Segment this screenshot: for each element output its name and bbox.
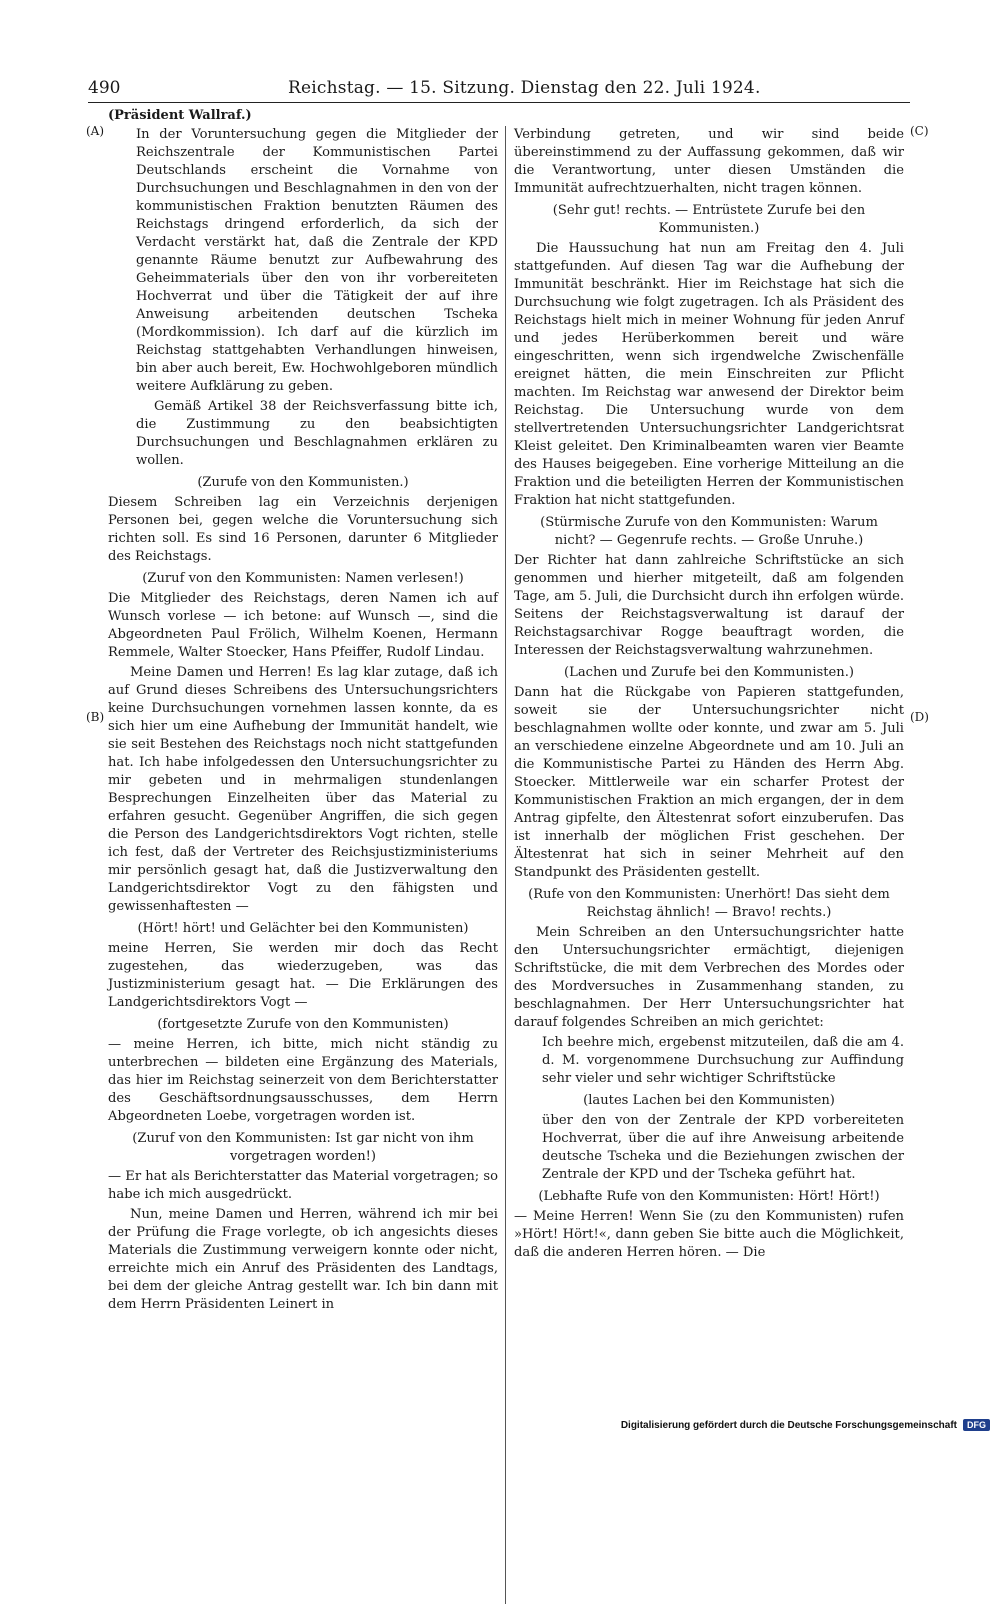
column-divider [505,126,506,1604]
paragraph: Mein Schreiben an den Untersuchungsrichter hatte den Untersuchungsrichter ermächtigt, diejenigen Schriftstücke, die mit dem Verbrechen des Mordes oder des Mordversuches in Zusammenhang standen, zu beschlagnahmen. Der Herr Untersuchungsrichter hat darauf folgendes Schreiben an mich gerichtet: [514,925,904,1030]
quoted-letter: In der Voruntersuchung gegen die Mitglieder der Reichszentrale der Kommunistischen Partei Deutschlands erscheint die Vornahme von Durchsuchungen und Beschlagnahmen in den von der kommunistischen Fraktion benutzten Räumen des Reichstags dringend erforderlich, da sich der Verdacht verstärkt hat, daß die Zentrale der KPD genannte Räume benutzt zur Aufbewahrung des Geheimmaterials über den von ihr vorbereiteten Hochverrat und über die Tätigkeit der auf ihre Anweisung arbeitenden deutschen Tscheka (Mordkommission). Ich darf auf die kürzlich im Reichstag stattgehabten Verhandlungen hinweisen, bin aber auch bereit, Ew. Hochwohlgeboren mündlich weitere Aufklärung zu geben. [136,127,498,394]
paragraph: meine Herren, Sie werden mir doch das Recht zugestehen, das wiederzugeben, was das Justizministerium gesagt hat. — Die Erklärungen des Landgerichtsdirektors Vogt — [108,941,498,1010]
quoted-letter: über den von der Zentrale der KPD vorbereiteten Hochverrat, über die auf ihre Anweisung arbeitende deutsche Tscheka und die Beziehungen zwischen der Zentrale der KPD und der Tscheka geführt hat. [542,1113,904,1182]
quoted-letter: Ich beehre mich, ergebenst mitzuteilen, daß die am 4. d. M. vorgenommene Durchsuchung zur Auffindung sehr vieler und sehr wichtiger Schriftstücke [542,1035,904,1086]
left-column [108,126,498,1316]
paragraph: Die Mitglieder des Reichstags, deren Namen ich auf Wunsch vorlese — ich betone: auf Wunsch —, sind die Abgeordneten Paul Frölich, Wilhelm Koenen, Hermann Remmele, Walter Stoecker, Hans Pfeiffer, Rudolf Lindau. [108,591,498,660]
header-rule [88,102,910,103]
footer-credit: Digitalisierung gefördert durch die Deutsche Forschungsgemeinschaft [620,1419,957,1431]
paragraph: — meine Herren, ich bitte, mich nicht ständig zu unterbrechen — bildeten eine Ergänzung des Materials, das hier im Reichstag seinerzeit von dem Berichterstatter des Geschäftsordnungsausschusses, dem Herrn Abgeordneten Loebe, vorgetragen worden ist. [108,1037,498,1124]
paragraph: — Er hat als Berichterstatter das Material vorgetragen; so habe ich mich ausgedrückt. [108,1169,498,1202]
margin-mark-b: (B) [86,710,105,724]
interjection: (Sehr gut! rechts. — Entrüstete Zurufe bei den Kommunisten.) [552,203,866,236]
interjection: (fortgesetzte Zurufe von den Kommunisten) [157,1017,449,1032]
paragraph: Die Haussuchung hat nun am Freitag den 4. Juli stattgefunden. Auf diesen Tag war die Aufhebung der Immunität beschränkt. Hier im Reichstage hat sich die Durchsuchung wie folgt zugetragen. Ich als Präsident des Reichstags hielt mich in meiner Wohnung für jeden Anruf und jedes Herüberkommen bereit und wäre eingeschritten, wenn sich irgendwelche Zwischenfälle ereignet hätten, die mein Einschreiten zur Pflicht machten. Im Reichstag war anwesend der Direktor beim Reichstag. Die Untersuchung wurde von dem stellvertretenden Untersuchungsrichter Landgerichtsrat Kleist geleitet. Den Kriminalbeamten waren vier Beamte des Hauses beigegeben. Eine vorherige Mitteilung an die Fraktion und die beteiligten Herren der Kommunistischen Fraktion hat nicht stattgefunden. [514,241,904,508]
interjection: (Rufe von den Kommunisten: Unerhört! Das sieht dem Reichstag ähnlich! — Bravo! rechts.) [528,887,890,920]
interjection: (Zuruf von den Kommunisten: Ist gar nicht von ihm vorgetragen worden!) [132,1131,474,1164]
paragraph: Meine Damen und Herren! Es lag klar zutage, daß ich auf Grund dieses Schreibens des Untersuchungsrichters keine Durchsuchungen vornehmen lassen konnte, da es sich hier um eine Aufhebung der Immunität handelt, wie sie seit Bestehen des Reichstags noch nicht stattgefunden hat. Ich habe infolgedessen den Untersuchungsrichter zu mir gebeten und in mehrmaligen stundenlangen Besprechungen Einzelheiten über das Material zu erfahren gesucht. Gegenüber Angriffen, die sich gegen die Person des Landgerichtsdirektors Vogt richten, stelle ich fest, daß der Vertreter des Reichsjustizministeriums mir persönlich gesagt hat, daß die Justizverwaltung den Landgerichtsdirektor Vogt zu den fähigsten und gewissenhaftesten — [108,665,498,914]
paragraph: Diesem Schreiben lag ein Verzeichnis derjenigen Personen bei, gegen welche die Voruntersuchung sich richten soll. Es sind 16 Personen, darunter 6 Mitglieder des Reichstags. [108,495,498,564]
paragraph: Dann hat die Rückgabe von Papieren stattgefunden, soweit sie der Untersuchungsrichter nicht beschlagnahmen wollte oder konnte, und zwar am 5. Juli an verschiedene einzelne Abgeordnete und am 10. Juli an die Kommunistische Partei zu Händen des Herrn Abg. Stoecker. Mittlerweile war ein scharfer Protest der Kommunistischen Fraktion an mich ergangen, der in dem Antrag gipfelte, den Ältestenrat sofort einzuberufen. Das ist innerhalb der möglichen Frist geschehen. Der Ältestenrat hat sich in seiner Mehrheit auf den Standpunkt des Präsidenten gestellt. [514,685,904,880]
margin-mark-d: (D) [910,710,929,724]
paragraph: — Meine Herren! Wenn Sie (zu den Kommunisten) rufen »Hört! Hört!«, dann geben Sie bitte auch die Möglichkeit, daß die anderen Herren hören. — Die [514,1209,904,1260]
page-header [88,78,908,104]
interjection: (Stürmische Zurufe von den Kommunisten: Warum nicht? — Gegenrufe rechts. — Große Unruhe.) [540,515,878,548]
page-number: 490 [88,78,121,98]
interjection: (lautes Lachen bei den Kommunisten) [583,1093,835,1108]
dfg-logo: DFG [963,1419,990,1431]
interjection: (Lachen und Zurufe bei den Kommunisten.) [564,665,854,680]
speaker-label: (Präsident Wallraf.) [108,108,252,123]
interjection: (Lebhafte Rufe von den Kommunisten: Hört! Hört!) [538,1189,880,1204]
right-column [514,126,904,1264]
margin-mark-a: (A) [86,124,105,138]
quoted-letter: Gemäß Artikel 38 der Reichsverfassung bitte ich, die Zustimmung zu den beabsichtigten Durchsuchungen und Beschlagnahmen erklären zu wollen. [136,399,498,468]
paragraph: Der Richter hat dann zahlreiche Schriftstücke an sich genommen und hierher mitgeteilt, daß am folgenden Tage, am 5. Juli, die Durchsicht durch ihn erfolgen würde. Seitens der Reichstagsverwaltung ist darauf der Reichstagsarchivar Rogge beauftragt worden, die Interessen der Reichstagsverwaltung wahrzunehmen. [514,553,904,658]
running-title: Reichstag. — 15. Sitzung. Dienstag den 22. Juli 1924. [288,78,761,98]
paragraph: Verbindung getreten, und wir sind beide übereinstimmend zu der Auffassung gekommen, daß wir die Verantwortung, unter diesen Umständen die Immunität aufrechtzuerhalten, nicht tragen können. [514,127,904,196]
interjection: (Zurufe von den Kommunisten.) [197,475,409,490]
interjection: (Zuruf von den Kommunisten: Namen verlesen!) [142,571,464,586]
interjection: (Hört! hört! und Gelächter bei den Kommunisten) [137,921,469,936]
paragraph: Nun, meine Damen und Herren, während ich mir bei der Prüfung die Frage vorlegte, ob ich angesichts dieses Materials die Zustimmung verweigern konnte oder nicht, erreichte mich ein Anruf des Präsidenten des Landtags, bei dem der gleiche Antrag gestellt war. Ich bin dann mit dem Herrn Präsidenten Leinert in [108,1207,498,1312]
footer [621,1416,990,1434]
margin-mark-c: (C) [910,124,929,138]
